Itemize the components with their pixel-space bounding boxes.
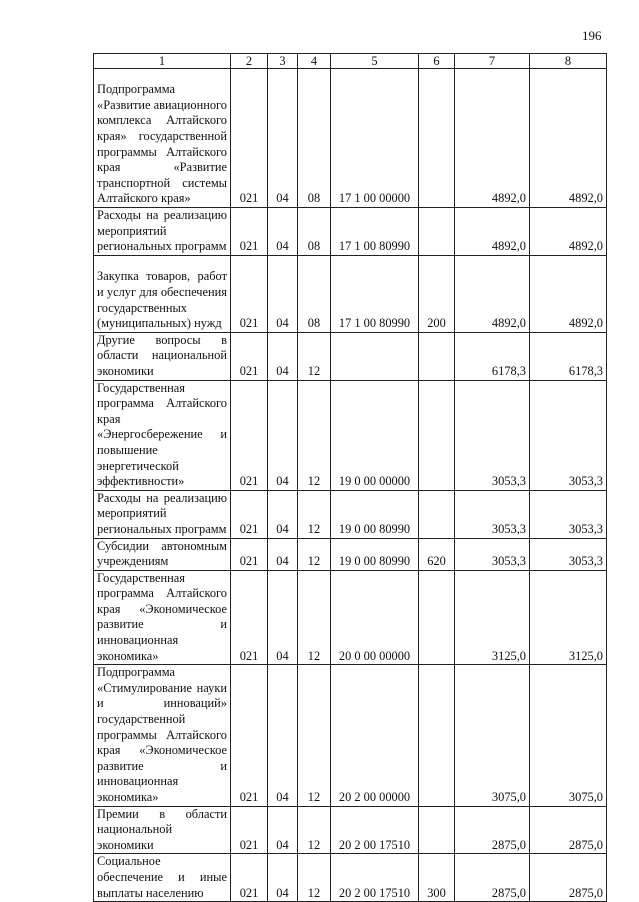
row-target	[331, 332, 419, 380]
row-subsection: 12	[298, 570, 331, 665]
row-sum-1: 3053,3	[455, 380, 530, 490]
row-subsection: 12	[298, 854, 331, 902]
row-sum-1: 2875,0	[455, 806, 530, 854]
row-section: 04	[268, 332, 298, 380]
row-type: 620	[419, 538, 455, 570]
row-ministry: 021	[231, 208, 268, 256]
row-subsection: 08	[298, 69, 331, 208]
row-section: 04	[268, 806, 298, 854]
row-name: Государственная программа Алтайского края «Экономическое развитие и инновационная экономика»	[94, 570, 231, 665]
row-target: 20 0 00 00000	[331, 570, 419, 665]
row-sum-1: 3125,0	[455, 570, 530, 665]
header-col-1: 1	[94, 54, 231, 69]
row-sum-1: 4892,0	[455, 255, 530, 332]
row-subsection: 12	[298, 332, 331, 380]
row-target: 19 0 00 80990	[331, 538, 419, 570]
row-section: 04	[268, 490, 298, 538]
table-row	[94, 806, 607, 854]
row-target: 19 0 00 80990	[331, 490, 419, 538]
row-sum-2: 4892,0	[530, 255, 607, 332]
row-sum-2: 3053,3	[530, 380, 607, 490]
row-subsection: 08	[298, 208, 331, 256]
row-type	[419, 380, 455, 490]
row-type	[419, 208, 455, 256]
header-col-5: 5	[331, 54, 419, 69]
row-section: 04	[268, 208, 298, 256]
row-name: Расходы на реализацию мероприятий региональных программ	[94, 490, 231, 538]
row-section: 04	[268, 255, 298, 332]
row-type	[419, 570, 455, 665]
row-sum-2: 4892,0	[530, 69, 607, 208]
row-sum-1: 2875,0	[455, 854, 530, 902]
row-ministry: 021	[231, 380, 268, 490]
row-sum-2: 4892,0	[530, 208, 607, 256]
table-row	[94, 69, 607, 208]
row-name: Другие вопросы в области национальной экономики	[94, 332, 231, 380]
row-type	[419, 490, 455, 538]
row-type	[419, 665, 455, 806]
row-subsection: 12	[298, 380, 331, 490]
table-row	[94, 538, 607, 570]
row-ministry: 021	[231, 570, 268, 665]
row-name: Субсидии автономным учреждениям	[94, 538, 231, 570]
table-row	[94, 570, 607, 665]
row-target: 17 1 00 80990	[331, 208, 419, 256]
table-row	[94, 255, 607, 332]
row-sum-1: 3053,3	[455, 490, 530, 538]
header-col-7: 7	[455, 54, 530, 69]
header-col-6: 6	[419, 54, 455, 69]
row-section: 04	[268, 854, 298, 902]
row-sum-2: 6178,3	[530, 332, 607, 380]
row-name: Расходы на реализацию мероприятий региональных программ	[94, 208, 231, 256]
row-subsection: 12	[298, 665, 331, 806]
row-sum-1: 4892,0	[455, 69, 530, 208]
row-subsection: 12	[298, 538, 331, 570]
row-sum-1: 3075,0	[455, 665, 530, 806]
header-col-4: 4	[298, 54, 331, 69]
row-sum-2: 3125,0	[530, 570, 607, 665]
row-subsection: 12	[298, 806, 331, 854]
row-sum-2: 2875,0	[530, 854, 607, 902]
row-ministry: 021	[231, 854, 268, 902]
row-name: Премии в области национальной экономики	[94, 806, 231, 854]
header-row	[94, 54, 607, 69]
row-section: 04	[268, 380, 298, 490]
row-section: 04	[268, 570, 298, 665]
row-type	[419, 332, 455, 380]
row-name: Социальное обеспечение и иные выплаты населению	[94, 854, 231, 902]
row-sum-2: 3053,3	[530, 490, 607, 538]
table-row	[94, 332, 607, 380]
row-subsection: 08	[298, 255, 331, 332]
row-target: 20 2 00 17510	[331, 854, 419, 902]
row-ministry: 021	[231, 255, 268, 332]
row-sum-1: 3053,3	[455, 538, 530, 570]
row-subsection: 12	[298, 490, 331, 538]
row-ministry: 021	[231, 69, 268, 208]
row-ministry: 021	[231, 665, 268, 806]
budget-table	[93, 53, 607, 902]
row-sum-1: 4892,0	[455, 208, 530, 256]
row-target: 20 2 00 00000	[331, 665, 419, 806]
header-col-3: 3	[268, 54, 298, 69]
row-target: 17 1 00 80990	[331, 255, 419, 332]
header-col-8: 8	[530, 54, 607, 69]
row-target: 17 1 00 00000	[331, 69, 419, 208]
row-type: 300	[419, 854, 455, 902]
row-ministry: 021	[231, 538, 268, 570]
table-row	[94, 208, 607, 256]
row-name: Подпрограмма «Стимулирование науки и инноваций» государственной программы Алтайского края «Экономическое развитие и инновационная экономика»	[94, 665, 231, 806]
row-name: Подпрограмма «Развитие авиационного комплекса Алтайского края» государственной программы Алтайского края «Развитие транспортной системы Алтайского края»	[94, 69, 231, 208]
row-target: 19 0 00 00000	[331, 380, 419, 490]
page-number: 196	[582, 28, 602, 43]
row-sum-2: 3053,3	[530, 538, 607, 570]
row-type	[419, 806, 455, 854]
row-target: 20 2 00 17510	[331, 806, 419, 854]
header-col-2: 2	[231, 54, 268, 69]
table-row	[94, 380, 607, 490]
row-name: Государственная программа Алтайского края «Энергосбережение и повышение энергетической эффективности»	[94, 380, 231, 490]
table-row	[94, 854, 607, 902]
row-ministry: 021	[231, 332, 268, 380]
row-section: 04	[268, 538, 298, 570]
row-name: Закупка товаров, работ и услуг для обеспечения государственных (муниципальных) нужд	[94, 255, 231, 332]
row-type	[419, 69, 455, 208]
row-ministry: 021	[231, 806, 268, 854]
row-sum-2: 3075,0	[530, 665, 607, 806]
table-row	[94, 490, 607, 538]
row-section: 04	[268, 69, 298, 208]
row-sum-1: 6178,3	[455, 332, 530, 380]
row-ministry: 021	[231, 490, 268, 538]
row-sum-2: 2875,0	[530, 806, 607, 854]
table-row	[94, 665, 607, 806]
row-section: 04	[268, 665, 298, 806]
row-type: 200	[419, 255, 455, 332]
